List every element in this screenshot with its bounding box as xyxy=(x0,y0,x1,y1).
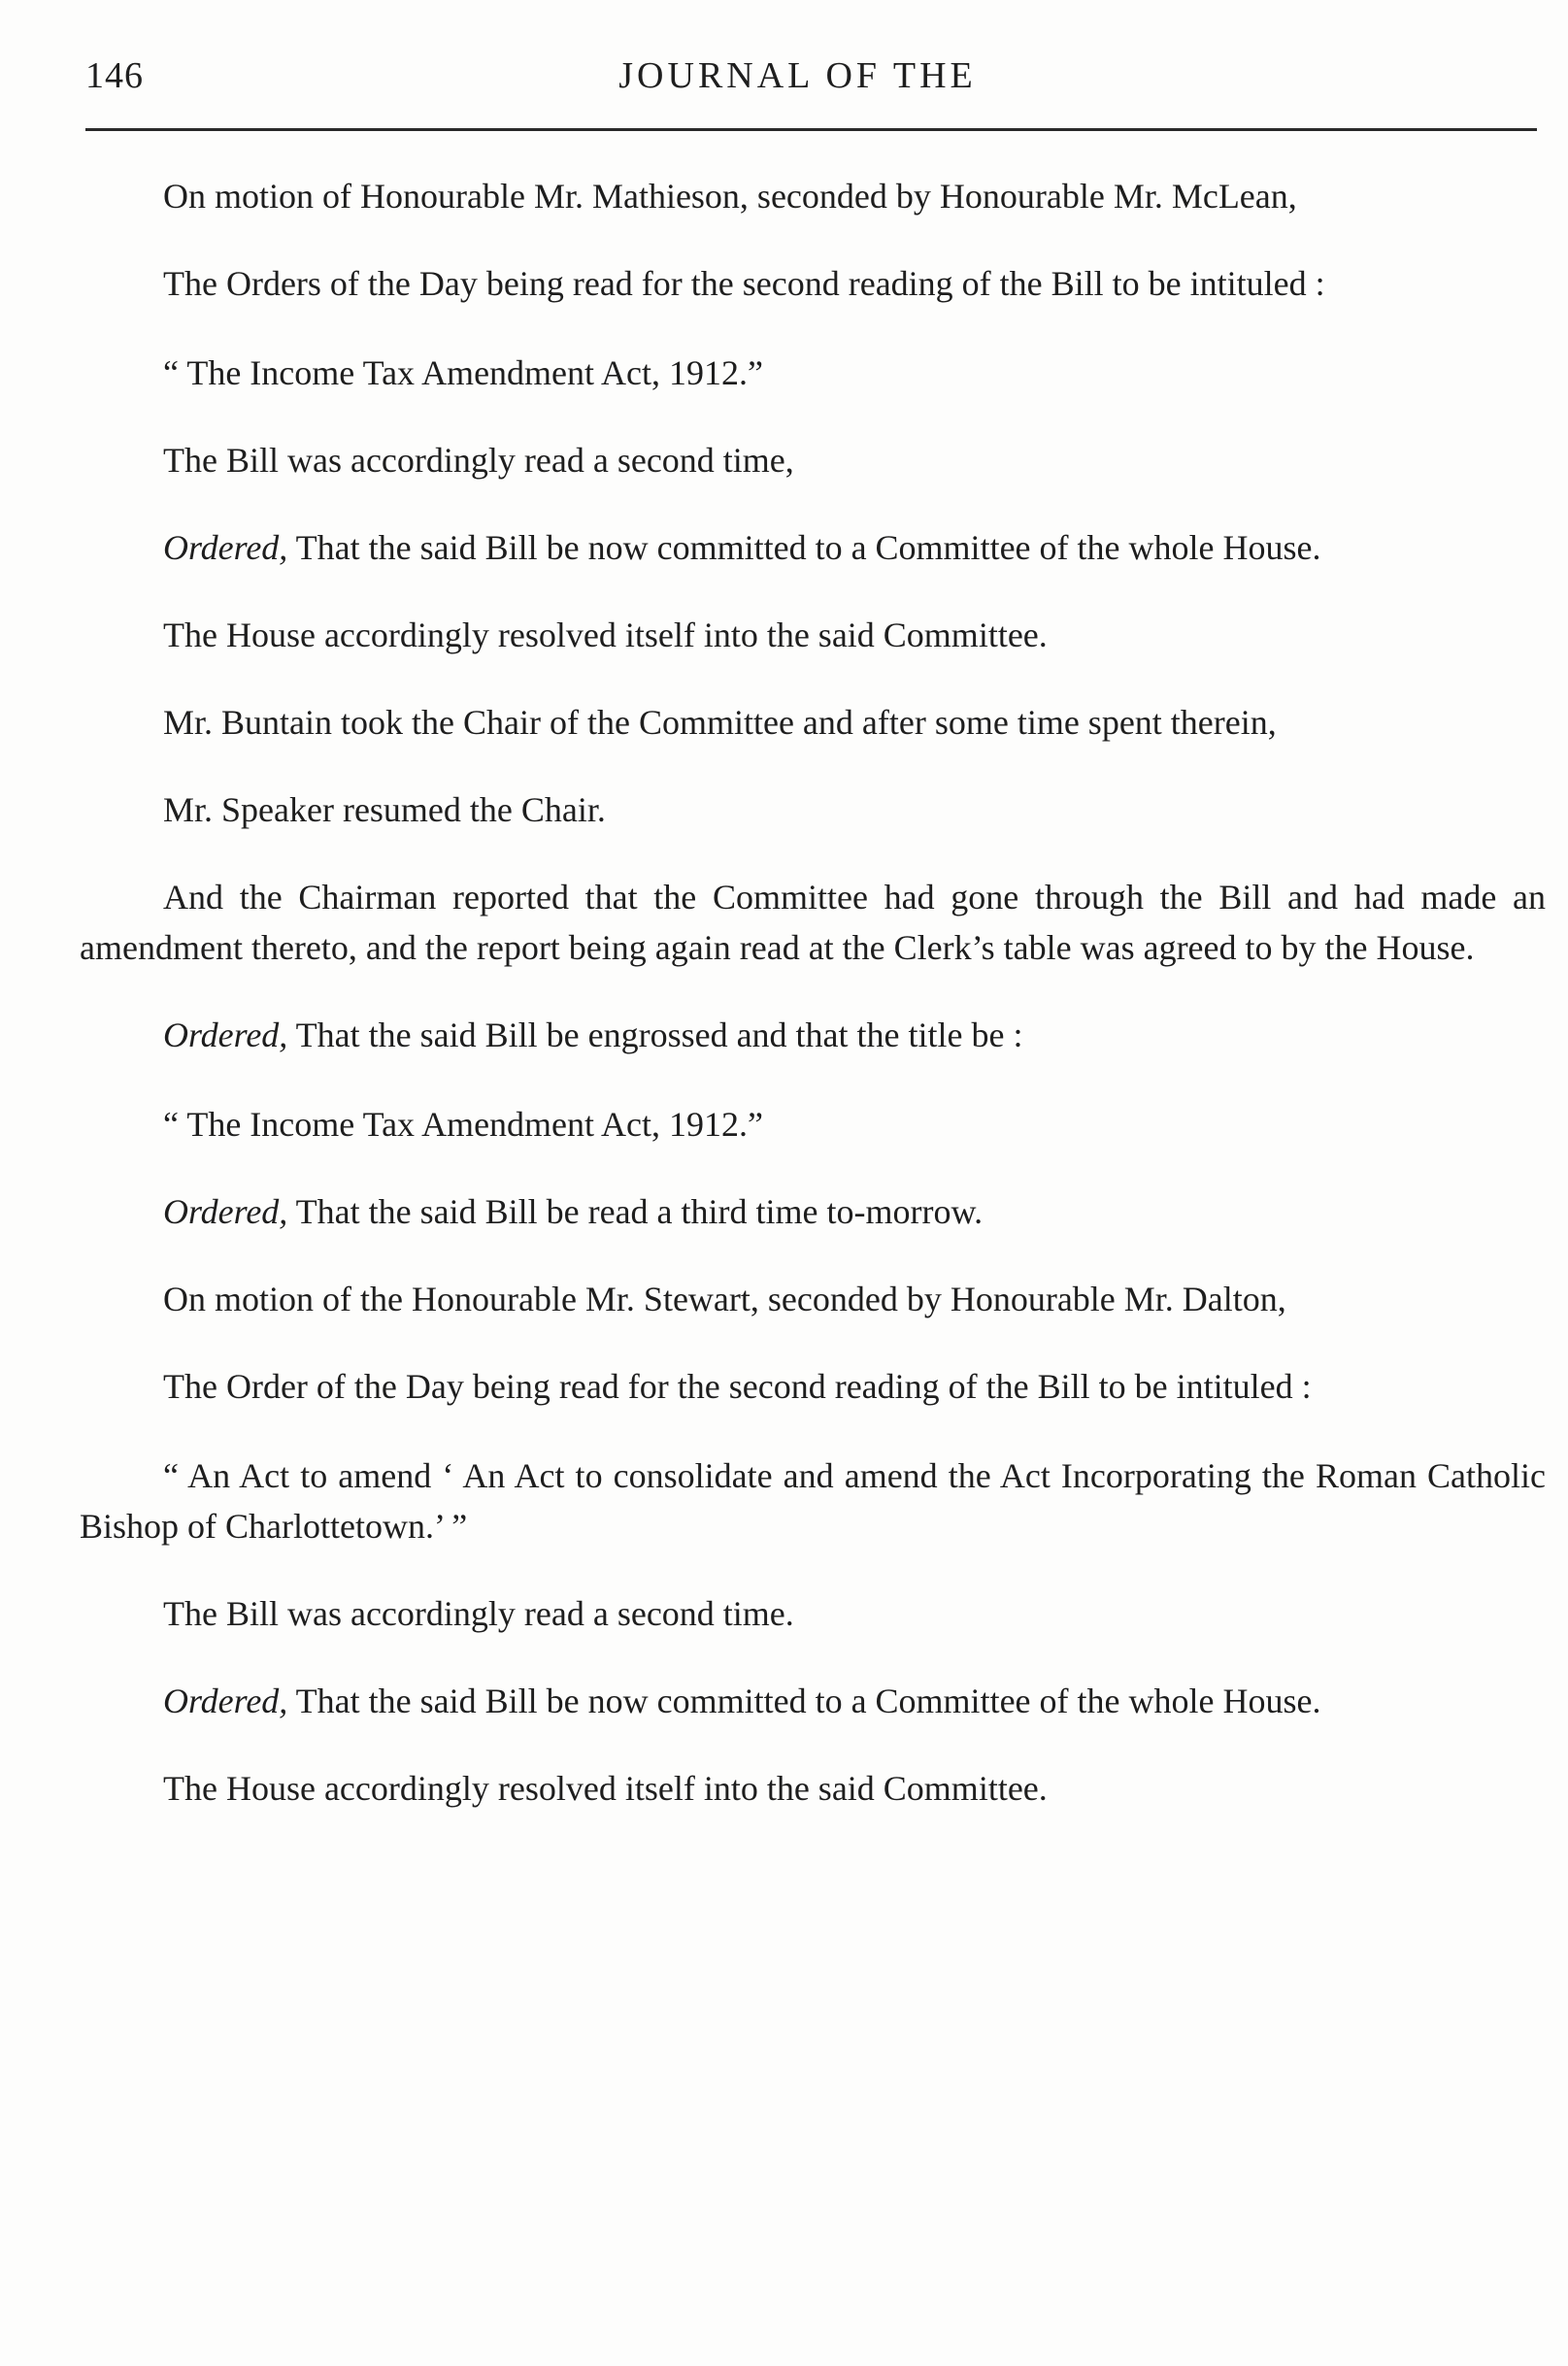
running-title: JOURNAL OF THE xyxy=(618,55,977,96)
ordered-lead: Ordered, xyxy=(163,528,288,567)
paragraph-orders-of-day: The Orders of the Day being read for the second reading of the Bill to be intituled : xyxy=(163,264,1325,303)
paragraph-second-reading: The Bill was accordingly read a second time, xyxy=(163,441,794,480)
paragraph-order-of-day: The Order of the Day being read for the second reading of the Bill to be intituled : xyxy=(163,1367,1312,1406)
header-rule xyxy=(85,128,1537,131)
paragraph-bill-title-3: “ An Act to amend ‘ An Act to consolidate and amend the Act Incorporating the Roman Catholic Bishop of Charlottetown.’ ” xyxy=(80,1456,1546,1546)
paragraph-house-resolved: The House accordingly resolved itself into the said Committee. xyxy=(163,616,1048,654)
journal-body xyxy=(80,171,1546,1814)
paragraph-second-reading-2: The Bill was accordingly read a second time. xyxy=(163,1594,794,1633)
paragraph-motion-stewart: On motion of the Honourable Mr. Stewart, seconded by Honourable Mr. Dalton, xyxy=(163,1280,1286,1318)
page-number: 146 xyxy=(85,55,144,96)
ordered-lead: Ordered, xyxy=(163,1682,288,1720)
ordered-lead: Ordered, xyxy=(163,1192,288,1231)
paragraph-motion-mathieson: On motion of Honourable Mr. Mathieson, seconded by Honourable Mr. McLean, xyxy=(163,177,1297,216)
page-header xyxy=(85,47,1510,124)
paragraph-ordered-third-reading: Ordered, That the said Bill be read a third time to-morrow. xyxy=(163,1192,984,1231)
paragraph-house-resolved-2: The House accordingly resolved itself into the said Committee. xyxy=(163,1769,1048,1808)
paragraph-ordered-engrossed: Ordered, That the said Bill be engrossed and that the title be : xyxy=(163,1016,1023,1054)
paragraph-bill-title-2: “ The Income Tax Amendment Act, 1912.” xyxy=(163,1105,763,1144)
paragraph-ordered-committed: Ordered, That the said Bill be now committed to a Committee of the whole House. xyxy=(163,528,1321,567)
paragraph-buntain-chair: Mr. Buntain took the Chair of the Committee and after some time spent therein, xyxy=(163,703,1277,742)
paragraph-chairman-reported: And the Chairman reported that the Committee had gone through the Bill and had made an amendment thereto, and the report being again read at the Clerk’s table was agreed to by the House. xyxy=(80,878,1546,967)
paragraph-speaker-resumed: Mr. Speaker resumed the Chair. xyxy=(163,790,606,829)
ordered-lead: Ordered, xyxy=(163,1016,288,1054)
paragraph-bill-title: “ The Income Tax Amendment Act, 1912.” xyxy=(163,353,763,392)
paragraph-ordered-committed-2: Ordered, That the said Bill be now committed to a Committee of the whole House. xyxy=(163,1682,1321,1720)
